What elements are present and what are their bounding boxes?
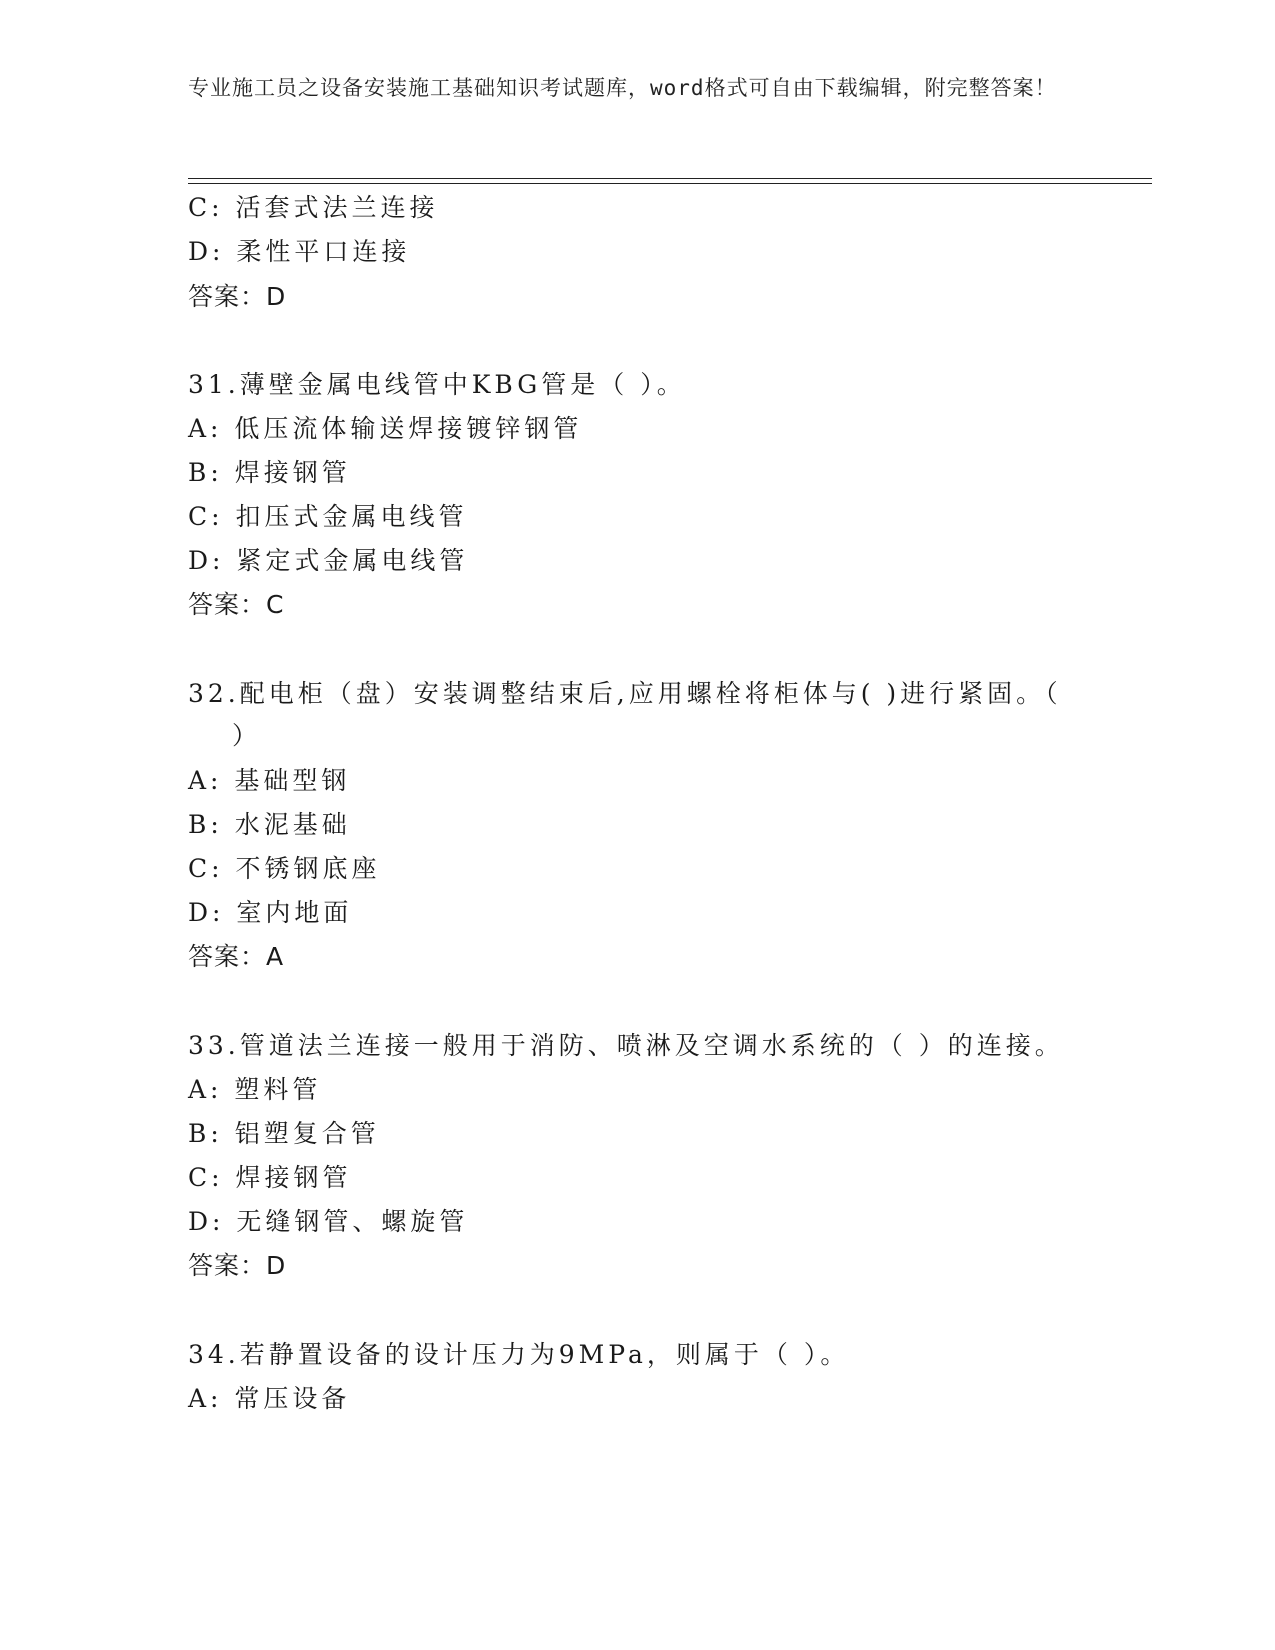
q32-option-b: B: 水泥基础 [188, 810, 351, 839]
q31-option-d: D: 紧定式金属电线管 [188, 546, 469, 575]
option-c: C: 活套式法兰连接 [188, 193, 439, 222]
question-32: 32.配电柜（盘）安装调整结束后,应用螺栓将柜体与( )进行紧固。（ [188, 679, 1062, 708]
q33-option-d: D: 无缝钢管、螺旋管 [188, 1207, 469, 1236]
q33-answer: 答案：D [188, 1251, 287, 1280]
q32-option-a: A: 基础型钢 [188, 766, 351, 795]
q31-option-c: C: 扣压式金属电线管 [188, 502, 468, 531]
q31-option-b: B: 焊接钢管 [188, 458, 351, 487]
q31-option-a: A: 低压流体输送焊接镀锌钢管 [188, 414, 583, 443]
q32-option-c: C: 不锈钢底座 [188, 854, 381, 883]
option-d: D: 柔性平口连接 [188, 237, 411, 266]
question-31: 31.薄壁金属电线管中KBG管是（ ）。 [188, 370, 686, 399]
question-32-continuation: ） [232, 721, 262, 750]
q33-option-c: C: 焊接钢管 [188, 1163, 352, 1192]
q34-option-a: A: 常压设备 [188, 1384, 351, 1413]
document-header: 专业施工员之设备安装施工基础知识考试题库，word格式可自由下载编辑，附完整答案！ [188, 76, 1057, 100]
answer-line: 答案：D [188, 282, 287, 311]
question-33: 33.管道法兰连接一般用于消防、喷淋及空调水系统的（ ）的连接。 [188, 1031, 1064, 1060]
q31-answer: 答案：C [188, 590, 285, 619]
header-divider-top [188, 178, 1152, 179]
header-divider-bottom [188, 183, 1152, 184]
q33-option-a: A: 塑料管 [188, 1075, 322, 1104]
question-34: 34.若静置设备的设计压力为9MPa，则属于（ ）。 [188, 1340, 850, 1369]
q33-option-b: B: 铝塑复合管 [188, 1119, 380, 1148]
q32-option-d: D: 室内地面 [188, 898, 353, 927]
q32-answer: 答案：A [188, 942, 285, 971]
